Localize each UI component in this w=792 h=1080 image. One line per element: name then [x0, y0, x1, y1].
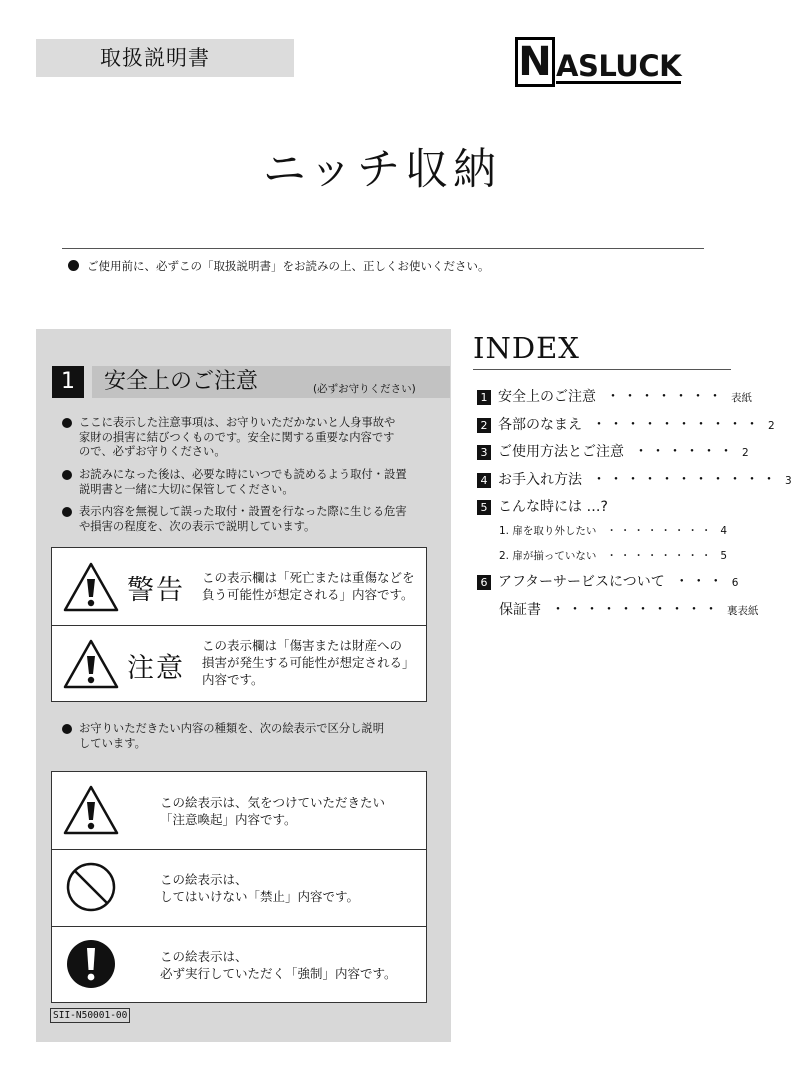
- index-label: 各部のなまえ: [498, 417, 582, 433]
- intro-notice: [68, 258, 490, 274]
- index-sublabel: 1. 扉を取り外したい: [499, 525, 597, 537]
- pictogram-description: [160, 948, 397, 982]
- index-page: 表紙: [731, 392, 752, 404]
- index-leader: ・・・・・・・・: [606, 550, 715, 562]
- paragraph-line: ので、必ずお守りください。: [79, 445, 226, 458]
- index-label: アフターサービスについて: [498, 574, 665, 590]
- index-page: 6: [731, 577, 739, 589]
- description-line: この絵表示は、気をつけていただきたい: [160, 795, 386, 810]
- description-line: してはいけない「禁止」内容です。: [160, 889, 360, 904]
- caution-triangle-icon: [62, 784, 120, 836]
- signal-word-table: [51, 547, 427, 702]
- pictogram-intro: [62, 722, 427, 751]
- description-line: 「注意喚起」内容です。: [160, 812, 297, 827]
- index-number: 6: [477, 575, 491, 590]
- document-code: SII-N50001-00: [50, 1008, 130, 1023]
- index-page: 裏表紙: [727, 605, 759, 617]
- paragraph-line: しています。: [79, 736, 146, 750]
- index-page: 4: [720, 525, 728, 537]
- index-sublabel: 2. 扉が揃っていない: [499, 550, 597, 562]
- signal-description: [202, 569, 415, 603]
- index-item-warranty: [499, 599, 759, 619]
- index-item: [477, 496, 608, 516]
- index-leader: ・・・・・・・・・・: [592, 417, 762, 433]
- pictogram-description: [160, 794, 385, 828]
- index-number: 5: [477, 500, 491, 515]
- prohibition-circle-icon: [64, 861, 122, 913]
- index-subitem: [499, 523, 727, 538]
- signal-word-warning: 警告: [127, 575, 185, 606]
- index-page: 3: [785, 475, 792, 487]
- index-number: 2: [477, 418, 491, 433]
- brand-logo-initial: N: [515, 37, 555, 87]
- pictogram-description: [160, 871, 359, 905]
- table-divider: [52, 926, 426, 927]
- description-line: 負う可能性が想定される」内容です。: [202, 587, 414, 602]
- signal-description: [202, 637, 415, 688]
- index-leader: ・・・・・・: [634, 444, 736, 460]
- index-label: お手入れ方法: [498, 472, 582, 488]
- index-leader: ・・・・・・・・・・・: [592, 472, 779, 488]
- paragraph-line: や損害の程度を、次の表示で説明しています。: [79, 519, 316, 533]
- index-label: 保証書: [499, 602, 541, 618]
- document-type-label: 取扱説明書: [36, 39, 294, 77]
- header-divider: [62, 248, 704, 249]
- index-item: [477, 414, 775, 434]
- index-page: 2: [768, 420, 775, 432]
- paragraph-line: ここに表示した注意事項は、お守りいただかないと人身事故や: [79, 416, 396, 429]
- brand-logo-wordmark: ASLUCK: [556, 48, 682, 83]
- bullet-icon: [62, 507, 72, 517]
- index-subitem: [499, 548, 727, 563]
- description-line: 損害が発生する可能性が想定される」: [202, 655, 415, 670]
- paragraph-line: 家財の損害に結びつくものです。安全に関する重要な内容です: [79, 430, 395, 444]
- section-number-box: [52, 366, 84, 398]
- warning-triangle-icon: [62, 561, 120, 613]
- bullet-icon: [62, 470, 72, 480]
- index-leader: ・・・・・・・: [606, 389, 725, 405]
- index-leader: ・・・・・・・・・・: [551, 602, 721, 618]
- index-number: 1: [477, 390, 491, 405]
- product-title: ニッチ収納: [262, 145, 502, 195]
- caution-triangle-icon: [62, 638, 120, 690]
- index-number: 3: [477, 445, 491, 460]
- safety-paragraph: [62, 468, 427, 497]
- safety-paragraph: [62, 416, 427, 460]
- table-divider: [52, 849, 426, 850]
- intro-notice-text: ご使用前に、必ずこの「取扱説明書」をお読みの上、正しくお使いください。: [87, 259, 490, 273]
- bullet-icon: [62, 418, 72, 428]
- description-line: 必ず実行していただく「強制」内容です。: [160, 966, 397, 981]
- description-line: 内容です。: [202, 672, 264, 687]
- index-label: ご使用方法とご注意: [498, 444, 624, 460]
- index-leader: ・・・: [674, 574, 726, 590]
- description-line: この絵表示は、: [160, 949, 248, 964]
- bullet-icon: [68, 260, 79, 271]
- index-divider: [473, 369, 731, 370]
- index-item: [477, 386, 752, 406]
- index-item: [477, 571, 738, 591]
- signal-word-caution: 注意: [127, 653, 185, 684]
- brand-logo: [515, 36, 681, 88]
- section-number: 1: [52, 366, 84, 398]
- index-page: 5: [720, 550, 728, 562]
- description-line: この絵表示は、: [160, 872, 248, 887]
- table-divider: [52, 625, 426, 626]
- safety-paragraph: [62, 505, 427, 534]
- index-title: INDEX: [473, 331, 580, 365]
- index-item: [477, 441, 749, 461]
- bullet-icon: [62, 724, 72, 734]
- pictogram-table: [51, 771, 427, 1003]
- section-title: 安全上のご注意: [104, 369, 259, 394]
- paragraph-line: お読みになった後は、必要な時にいつでも読めるよう取付・設置: [79, 468, 407, 481]
- paragraph-line: お守りいただきたい内容の種類を、次の絵表示で区分し説明: [79, 722, 385, 735]
- index-label: こんな時には …?: [498, 499, 608, 515]
- paragraph-line: 表示内容を無視して誤った取付・設置を行なった際に生じる危害: [79, 505, 407, 518]
- paragraph-line: 説明書と一緒に大切に保管してください。: [79, 482, 294, 496]
- description-line: この表示欄は「死亡または重傷などを: [202, 570, 415, 585]
- index-leader: ・・・・・・・・: [606, 525, 715, 537]
- index-item: [477, 469, 792, 489]
- section-note: (必ずお守りください): [313, 383, 416, 395]
- mandatory-action-icon: [64, 938, 122, 990]
- description-line: この表示欄は「傷害または財産への: [202, 638, 403, 653]
- index-label: 安全上のご注意: [498, 389, 596, 405]
- index-number: 4: [477, 473, 491, 488]
- index-page: 2: [742, 447, 749, 459]
